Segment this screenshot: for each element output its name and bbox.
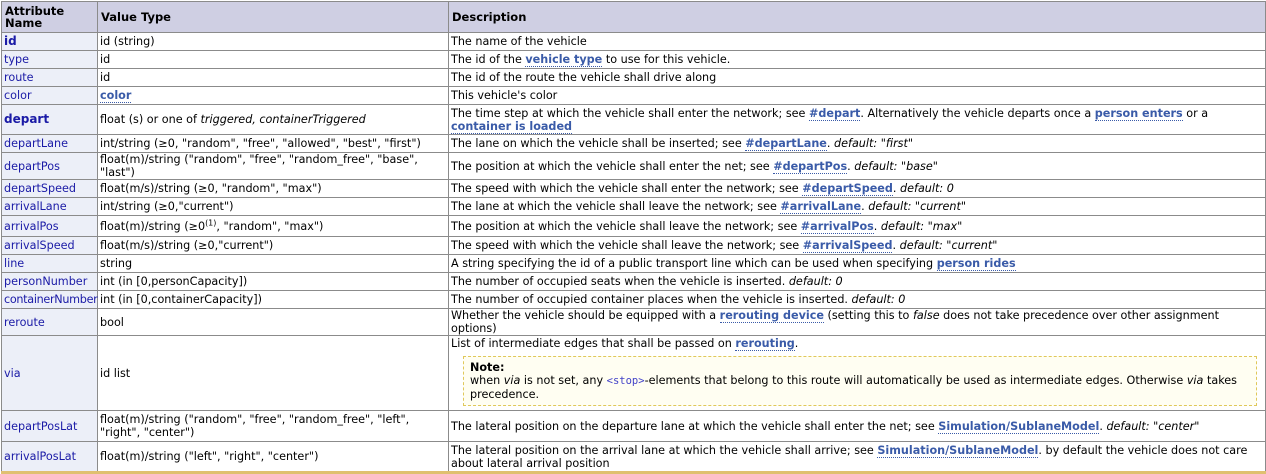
description: The position at which the vehicle shall enter the net; see #departPos. default: "base" [449,153,1266,180]
departspeed-link[interactable]: #departSpeed [802,182,893,195]
table-row [2,442,1266,473]
sublane-model-link[interactable]: Simulation/SublaneModel [877,443,1039,457]
value-type: id [98,69,449,87]
description: The number of occupied container places when the vehicle is inserted. default: 0 [449,291,1266,309]
color-link[interactable]: color [100,89,132,102]
table-row [2,180,1266,198]
stop-element-code: <stop> [606,375,645,387]
value-type: float(m)/string ("random", "free", "random_free", "left", "right", "center") [98,411,449,442]
value-type: id (string) [98,33,449,51]
departlane-link[interactable]: #departLane [745,137,827,150]
value-type: id list [98,336,449,411]
rerouting-link[interactable]: rerouting [735,337,795,350]
table-row [2,291,1266,309]
attr-name: color [2,87,98,105]
header-value-type: Value Type [98,2,449,33]
value-type: int/string (≥0, "random", "free", "allowed", "best", "first") [98,135,449,153]
description: The lateral position on the departure lane at which the vehicle shall enter the net; see Simulation/SublaneModel. default: "center" [449,411,1266,442]
value-type: int/string (≥0,"current") [98,198,449,216]
value-type: float (s) or one of triggered, containerTriggered [98,105,449,135]
arrivalpos-link[interactable]: #arrivalPos [800,219,874,233]
value-type: float(m)/string ("random", "free", "random_free", "base", "last") [98,153,449,180]
table-row [2,255,1266,273]
description: The lateral position on the arrival lane at which the vehicle shall arrive; see Simulation/SublaneModel. by default the vehicle does not care about lateral arrival position [449,442,1266,473]
attr-name: via [2,336,98,411]
table-row [2,216,1266,237]
depart-link[interactable]: #depart [808,106,861,120]
description: The lane at which the vehicle shall leave the network; see #arrivalLane. default: "current" [449,198,1266,216]
attr-name: departLane [2,135,98,153]
table-header-row [2,2,1266,33]
table-row [2,105,1266,135]
description: This vehicle's color [449,87,1266,105]
table-row [2,33,1266,51]
header-attribute-name: Attribute Name [2,2,98,33]
table-row [2,336,1266,411]
value-type: int (in [0,personCapacity]) [98,273,449,291]
description: The name of the vehicle [449,33,1266,51]
description: The speed with which the vehicle shall enter the network; see #departSpeed. default: 0 [449,180,1266,198]
value-type: string [98,255,449,273]
value-type: bool [98,309,449,336]
description: List of intermediate edges that shall be passed on rerouting. Note: when via is not set, any <stop>-elements that belong to this route will automatically be used as intermediate edges. Otherwise via takes precedence. [449,336,1266,411]
attribute-table [1,1,1266,474]
attr-name: departPosLat [2,411,98,442]
value-type [98,87,449,105]
description: Whether the vehicle should be equipped with a rerouting device (setting this to false does not take precedence over other assignment options) [449,309,1266,336]
attr-name: arrivalPosLat [2,442,98,473]
person-rides-link[interactable]: person rides [936,257,1016,270]
table-row [2,135,1266,153]
value-type: id [98,51,449,69]
table-row [2,51,1266,69]
attr-name: route [2,69,98,87]
container-is-loaded-link[interactable]: container is loaded [451,119,573,133]
vehicle-type-link[interactable]: vehicle type [525,53,603,66]
table-row [2,309,1266,336]
attr-name: depart [2,105,98,135]
note-title: Note: [470,361,505,374]
attr-name: arrivalPos [2,216,98,237]
header-description: Description [449,2,1266,33]
description: The time step at which the vehicle shall enter the network; see #depart. Alternatively the vehicle departs once a person enters or a container is loaded [449,105,1266,135]
description: The position at which the vehicle shall leave the network; see #arrivalPos. default: "max" [449,216,1266,237]
value-type: float(m/s)/string (≥0,"current") [98,237,449,255]
description: The id of the vehicle type to use for this vehicle. [449,51,1266,69]
description: The id of the route the vehicle shall drive along [449,69,1266,87]
attr-name: type [2,51,98,69]
value-type: float(m)/string ($\ge 0^{(1)}$, "random", "max") [98,216,449,237]
attr-name: containerNumber [2,291,98,309]
attr-name: line [2,255,98,273]
description: The speed with which the vehicle shall leave the network; see #arrivalSpeed. default: "current" [449,237,1266,255]
arrivallane-link[interactable]: #arrivalLane [780,200,862,213]
attr-name: id [2,33,98,51]
attr-name: reroute [2,309,98,336]
table-row [2,198,1266,216]
attr-name: arrivalSpeed [2,237,98,255]
value-type: float(m/s)/string (≥0, "random", "max") [98,180,449,198]
description: A string specifying the id of a public transport line which can be used when specifying person rides [449,255,1266,273]
departpos-link[interactable]: #departPos [773,159,848,173]
note-box: Note: when via is not set, any <stop>-elements that belong to this route will automatically be used as intermediate edges. Otherwise via takes precedence. [463,356,1257,406]
table-row [2,153,1266,180]
attr-name: departPos [2,153,98,180]
arrivalspeed-link[interactable]: #arrivalSpeed [802,239,893,252]
table-row [2,411,1266,442]
description: The number of occupied seats when the vehicle is inserted. default: 0 [449,273,1266,291]
attr-name: arrivalLane [2,198,98,216]
table-row [2,69,1266,87]
description: The lane on which the vehicle shall be inserted; see #departLane. default: "first" [449,135,1266,153]
person-enters-link[interactable]: person enters [1094,106,1183,120]
value-type: float(m)/string ("left", "right", "center") [98,442,449,473]
table-row [2,273,1266,291]
table-row [2,87,1266,105]
value-type: int (in [0,containerCapacity]) [98,291,449,309]
sublane-model-link[interactable]: Simulation/SublaneModel [938,419,1100,433]
table-row [2,237,1266,255]
attr-name: personNumber [2,273,98,291]
rerouting-device-link[interactable]: rerouting device [719,309,824,322]
attr-name: departSpeed [2,180,98,198]
